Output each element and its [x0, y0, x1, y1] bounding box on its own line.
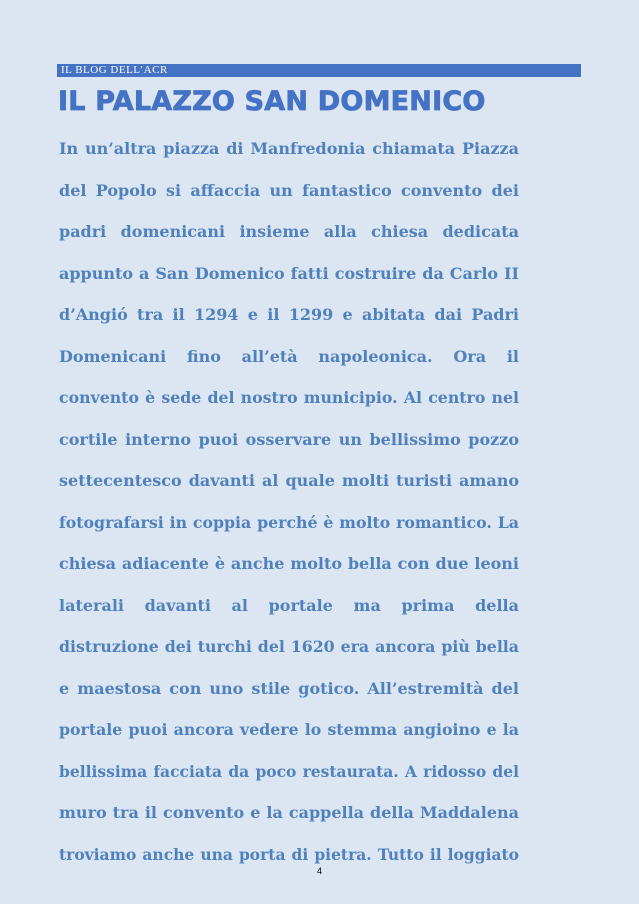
text-line: muro tra il convento e la cappella della Maddalena [59, 803, 519, 822]
text-line: d’Angió tra il 1294 e il 1299 e abitata dai Padri [59, 305, 519, 324]
section-label: IL BLOG DELL’ACR [61, 64, 168, 76]
page-number: 4 [316, 866, 322, 876]
text-line: settecentesco davanti al quale molti turisti amano [59, 471, 519, 490]
section-header-bar [57, 64, 581, 77]
text-line: chiesa adiacente è anche molto bella con due leoni [59, 554, 519, 573]
text-line: appunto a San Domenico fatti costruire da Carlo II [59, 263, 519, 283]
text-line: Domenicani fino all’età napoleonica. Ora il [59, 346, 519, 366]
text-line: convento è sede del nostro municipio. Al centro nel [59, 388, 519, 407]
text-line: bellissima facciata da poco restaurata. A ridosso del [59, 761, 519, 781]
article-body [59, 128, 519, 875]
text-line: troviamo anche una porta di pietra. Tutto il loggiato [59, 844, 519, 864]
text-line: padri domenicani insieme alla chiesa dedicata [59, 222, 519, 241]
text-line: cortile interno puoi osservare un bellissimo pozzo [59, 429, 519, 449]
text-line: In un’altra piazza di Manfredonia chiamata Piazza [59, 139, 519, 158]
text-line: fotografarsi in coppia perché è molto romantico. La [59, 512, 519, 532]
text-line: portale puoi ancora vedere lo stemma angioino e la [59, 720, 519, 739]
text-line: laterali davanti al portale ma prima della [59, 595, 519, 615]
text-line: distruzione dei turchi del 1620 era ancora più bella [59, 637, 519, 656]
page-title: IL PALAZZO SAN DOMENICO [58, 86, 486, 117]
text-line: e maestosa con uno stile gotico. All’estremità del [59, 678, 519, 698]
text-line: del Popolo si affaccia un fantastico convento dei [59, 180, 519, 200]
